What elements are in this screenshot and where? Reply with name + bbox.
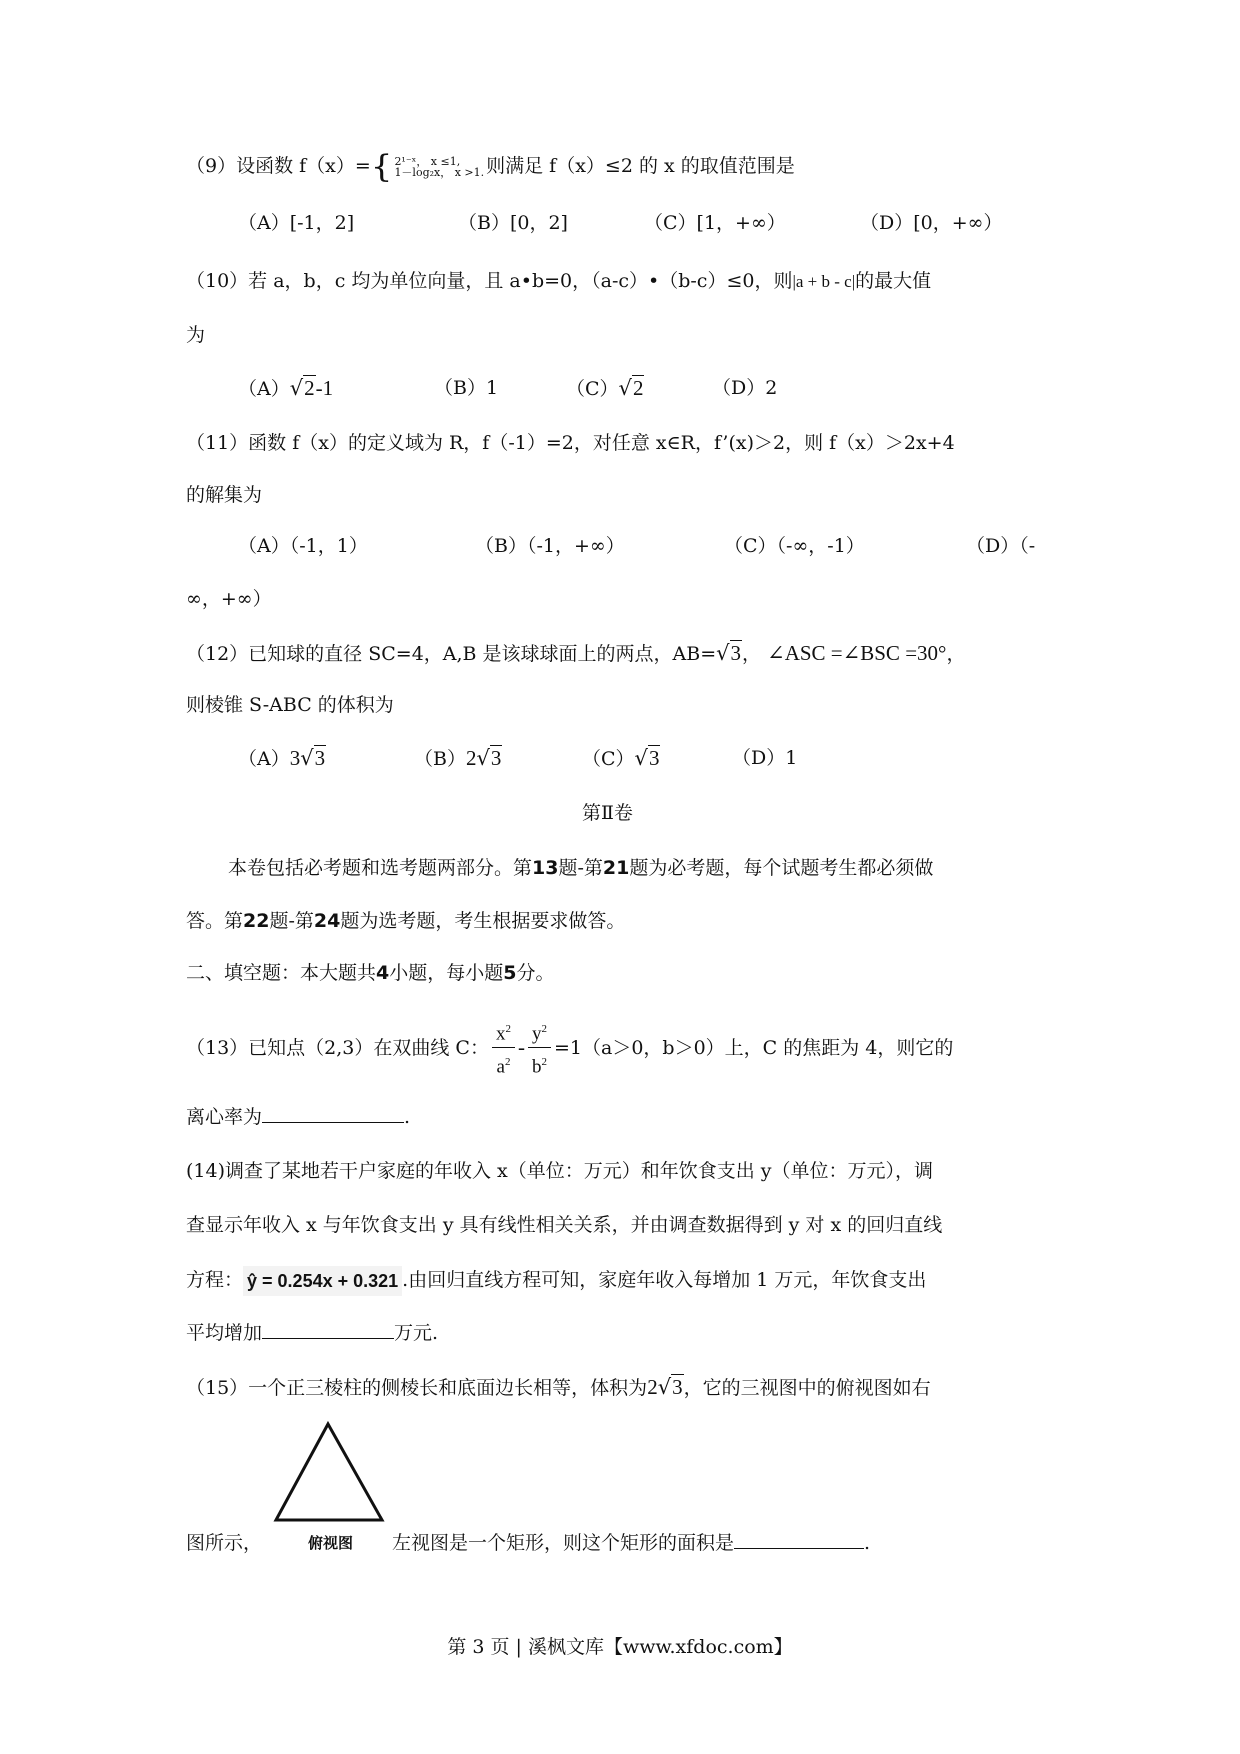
q11-stem: （11）函数 f（x）的定义域为 R，f（-1）=2，对任意 x∈R，f’(x)＞2，则 f（x）＞2x+4: [186, 432, 955, 454]
triangle-shape: [276, 1424, 382, 1520]
q9-piece2: 1－log₂x， x >1.: [394, 166, 485, 179]
q14-line4: 平均增加 万元.: [186, 1322, 439, 1344]
q9-option-b: （B）[0，2]: [458, 212, 568, 234]
q9-piecewise: [394, 156, 484, 178]
figure-label: 俯视图: [308, 1534, 354, 1552]
q12-a-sqrt: √3: [300, 746, 326, 770]
q11-option-d: （D）（-: [966, 535, 1036, 557]
q9-stem: [186, 149, 795, 185]
triangle-diagram: [272, 1416, 398, 1556]
q9-piece1: 2¹⁻ˣ， x ≤1,: [394, 155, 461, 168]
q14-line1: (14)调查了某地若干户家庭的年收入 x（单位：万元）和年饮食支出 y（单位：万元），调: [186, 1160, 934, 1182]
q10-abs: |a + b - c|: [792, 272, 856, 291]
q15-line2a: 图所示，: [186, 1532, 263, 1554]
page-footer: 第 3 页 | 溪枫文库【www.xfdoc.com】: [447, 1636, 793, 1658]
q9-brace: {: [370, 149, 393, 185]
q14-answer-blank[interactable]: [262, 1320, 394, 1339]
q12-option-b: （B）2√3: [414, 746, 502, 770]
q9-option-d: （D）[0，+∞）: [860, 212, 1003, 234]
q14-line3: 方程： ŷ = 0.254x + 0.321 .由回归直线方程可知，家庭年收入每增加 1 万元，年饮食支出: [186, 1266, 926, 1296]
q13-frac-y: $\frac{y^2}{b^2}$: [528, 1016, 551, 1082]
fill-in-heading: 二、填空题：本大题共4小题，每小题5分。: [186, 962, 555, 984]
q9-option-c: （C）[1，+∞）: [644, 212, 786, 234]
q13-stem: （13）已知点（2,3）在双曲线 C： $\frac{x^2}{a^2}$ - $\frac{y^2}{b^2}$ =1（a＞0，b＞0）上，C 的焦距为 4，则它的: [186, 1016, 953, 1082]
q11-option-c: （C）（-∞，-1）: [724, 535, 865, 557]
q14-regression-formula: ŷ = 0.254x + 0.321: [243, 1266, 402, 1296]
top-view-figure: [272, 1416, 398, 1556]
q10-stem: [186, 268, 931, 295]
q13-frac-x: $\frac{x^2}{a^2}$: [492, 1016, 515, 1082]
q10-a-tail: -1: [315, 376, 334, 400]
q11-line2: 的解集为: [186, 484, 263, 506]
q9-option-a: （A）[-1，2]: [238, 212, 355, 234]
q12-stem: （12）已知球的直径 SC=4，A,B 是该球球面上的两点，AB=√3， ∠ASC =∠BSC =30°，: [186, 641, 966, 665]
q12-b-sqrt: √3: [476, 746, 502, 770]
q12-text: （12）已知球的直径 SC=4，A,B 是该球球面上的两点，AB=: [186, 643, 717, 665]
q10-option-c: [566, 375, 644, 402]
q12-c-sqrt: √3: [634, 746, 660, 770]
q15-answer-blank[interactable]: [734, 1530, 864, 1549]
q10-text-end: 的最大值: [855, 270, 932, 292]
q15-line1: （15）一个正三棱柱的侧棱长和底面边长相等，体积为2√3，它的三视图中的俯视图如右: [186, 1375, 931, 1399]
section-intro-2: 答。第22题-第24题为选考题，考生根据要求做答。: [186, 910, 626, 932]
q12-option-a: （A）3√3: [238, 746, 326, 770]
q10-text: （10）若 a，b，c 均为单位向量，且 a•b=0，（a-c）•（b-c）≤0，则: [186, 270, 793, 292]
q10-option-d: （D）2: [712, 377, 778, 399]
section-title: 第Ⅱ卷: [582, 802, 633, 824]
q13-answer-blank[interactable]: [262, 1104, 404, 1123]
q10-option-b: （B）1: [434, 377, 499, 399]
q10-line2: 为: [186, 324, 206, 346]
section-intro-1: 本卷包括必考题和选考题两部分。第13题-第21题为必考题，每个试题考生都必须做: [228, 857, 934, 879]
q12-ab-sqrt: √3: [716, 641, 742, 665]
q12-line2: 则棱锥 S-ABC 的体积为: [186, 694, 394, 716]
q15-sqrt: √3: [657, 1375, 683, 1399]
q15-line2b: 左视图是一个矩形，则这个矩形的面积是 .: [392, 1532, 871, 1554]
q12-angle: ∠ASC =∠BSC =30°: [767, 641, 947, 665]
q10-a-sqrt: √2: [289, 376, 315, 400]
q11-option-b: （B）（-1，+∞）: [475, 535, 625, 557]
q11-line4: ∞，+∞）: [186, 588, 272, 610]
q10-option-a: [238, 375, 333, 402]
q10-a-label: （A）: [238, 378, 290, 400]
q14-line2: 查显示年收入 x 与年饮食支出 y 具有线性相关关系，并由调查数据得到 y 对 x 的回归直线: [186, 1214, 943, 1236]
q11-option-a: （A）（-1，1）: [238, 535, 368, 557]
q12-option-d: （D）1: [732, 747, 798, 769]
q10-c-sqrt: √2: [618, 376, 644, 400]
q13-line2: 离心率为 .: [186, 1106, 411, 1128]
q10-c-label: （C）: [566, 378, 619, 400]
q9-prefix: （9）设函数 f（x）=: [186, 155, 371, 177]
q12-option-c: （C）√3: [582, 746, 660, 770]
q9-suffix: 则满足 f（x）≤2 的 x 的取值范围是: [486, 155, 795, 177]
